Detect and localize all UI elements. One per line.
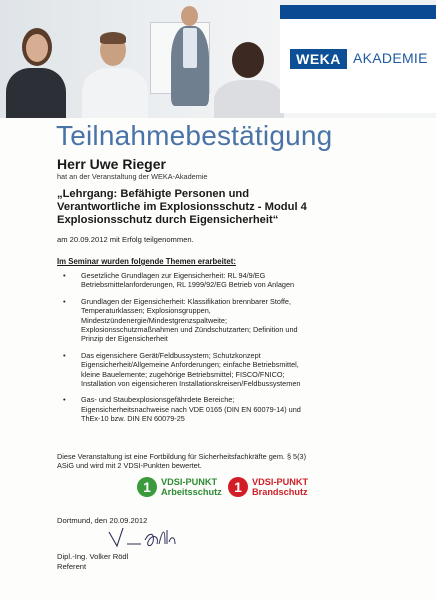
course-title-line: Explosionsschutz durch Eigensicherheit“ — [57, 214, 279, 226]
course-title-line: „Lehrgang: Befähigte Personen und — [57, 188, 250, 200]
header-photo — [0, 0, 436, 118]
topic-line: Gas- und Staubexplosionsgefährdete Bereiche; — [81, 395, 235, 405]
topic-line: Grundlagen der Eigensicherheit: Klassifikation brennbarer Stoffe, — [81, 296, 291, 306]
place-date: Dortmund, den 20.09.2012 — [57, 516, 148, 525]
topic-line: Mindestzündenergie/Mindestgrenzspaltweite; — [81, 315, 228, 325]
topic-line: Explosionsschutzmaßnahmen und Zündschutzarten; Definition und — [81, 325, 298, 335]
course-title-line: Verantwortliche im Explosionsschutz - Modul 4 — [57, 201, 307, 213]
signature — [105, 522, 185, 552]
topic-line: Temperaturklassen; Explosionsgruppen, — [81, 306, 211, 316]
note-line: Diese Veranstaltung ist eine Fortbildung für Sicherheitsfachkräfte gem. § 5(3) — [57, 452, 307, 461]
badge-category: Arbeitsschutz — [161, 487, 222, 497]
topic-line: Eigensicherheitsnachweise nach VDE 0165 (DIN EN 60079-14) und — [81, 404, 301, 414]
vdsi-number: 1 — [228, 477, 248, 497]
topic-line: kleine Bauelemente; zugehörige Betriebsmittel; FISCO/FNICO; — [81, 369, 285, 379]
topics-list — [63, 271, 393, 431]
bullet-icon: • — [63, 271, 66, 280]
list-item — [63, 395, 393, 423]
host-line: hat an der Veranstaltung der WEKA-Akademie — [57, 172, 208, 181]
badge-label: VDSI-PUNKT — [161, 477, 218, 487]
note-line: ASiG und wird mit 2 VDSI-Punkten bewertet. — [57, 461, 202, 471]
akademie-wordmark: AKADEMIE — [353, 50, 428, 66]
topics-heading: Im Seminar wurden folgende Themen erarbeitet: — [57, 257, 236, 266]
recipient-name: Herr Uwe Rieger — [57, 156, 166, 172]
bullet-icon: • — [63, 395, 66, 405]
completion-line: am 20.09.2012 mit Erfolg teilgenommen. — [57, 235, 194, 244]
topic-line: Das eigensichere Gerät/Feldbussystem; Schutzkonzept — [81, 350, 261, 360]
signer-role: Referent — [57, 561, 87, 571]
list-item — [63, 351, 393, 389]
signer-name: Dipl.-Ing. Volker Rödl — [57, 552, 129, 561]
topic-line: Betriebsmittelanforderungen, RL 1999/92/EG Betrieb von Anlagen — [81, 280, 295, 290]
topic-line: Eigensicherheit/Allgemeine Anforderungen; einfache Betriebsmittel, — [81, 360, 299, 370]
vdsi-note — [57, 452, 387, 471]
brand-bar — [280, 5, 436, 19]
weka-logo: WEKA — [290, 49, 347, 69]
list-item — [63, 297, 393, 344]
vdsi-number: 1 — [137, 477, 157, 497]
badge-category: Brandschutz — [252, 487, 308, 497]
signer-block — [57, 552, 128, 571]
bullet-icon: • — [63, 296, 66, 306]
course-title — [57, 188, 397, 227]
topic-line: ThEx-10 bzw. DIN EN 60079-25 — [81, 414, 185, 424]
document-title: Teilnahmebestätigung — [56, 120, 333, 151]
topic-line: Prinzip der Eigensicherheit — [81, 334, 168, 344]
list-item — [63, 271, 393, 290]
bullet-icon: • — [63, 350, 66, 360]
brand-panel — [280, 5, 436, 113]
topic-line: Gesetzliche Grundlagen zur Eigensicherheit: RL 94/9/EG — [81, 271, 266, 280]
topic-line: Installation von eigensicheren Installationskreisen/Feldbussystemen — [81, 379, 301, 389]
badge-label: VDSI-PUNKT — [252, 477, 309, 487]
